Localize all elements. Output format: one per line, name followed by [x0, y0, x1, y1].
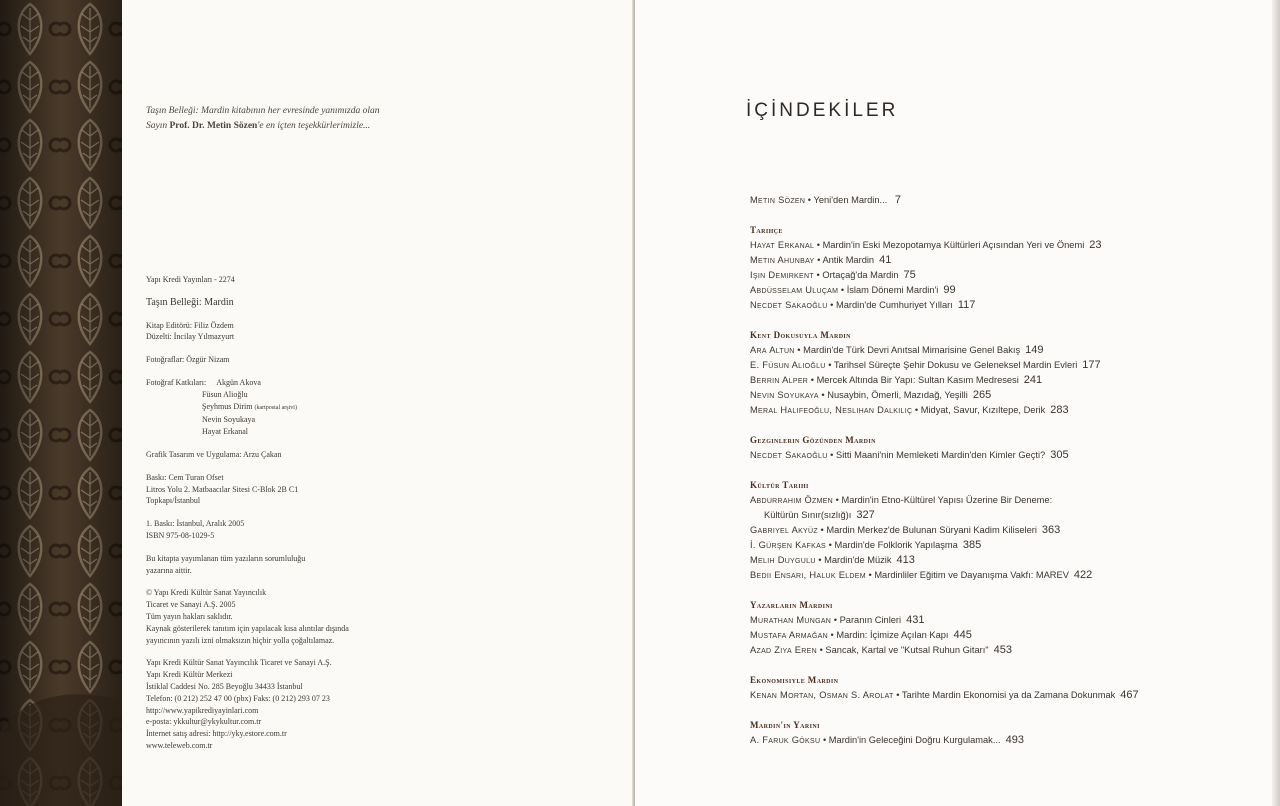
responsibility-line: Bu kitapta yayımlanan tüm yazıların sorumluluğu: [146, 553, 306, 563]
toc-page: 422: [1073, 569, 1093, 581]
toc-title: Sancak, Kartal ve "Kutsal Ruhun Gitarı": [825, 645, 989, 655]
toc-spacer: [750, 703, 1270, 718]
toc-entry-continued: [750, 508, 1270, 523]
toc-page: 305: [1050, 449, 1069, 461]
book-title: Taşın Belleği: Mardin: [146, 296, 234, 308]
toc-page: 7: [894, 194, 901, 206]
toc-author: Bedii Ensari, Haluk Eldem: [750, 570, 866, 580]
publisher-address: İstiklal Caddesi No. 285 Beyoğlu 34433 İstanbul: [146, 681, 303, 691]
toc-page: 117: [957, 299, 976, 311]
toc-entry: Murathan Mungan • Paranın Cinleri 431: [750, 614, 925, 626]
toc-entry: Melih Duygulu • Mardin'de Müzik 413: [750, 554, 915, 566]
toc-title: Yeni'den Mardin...: [813, 195, 888, 205]
toc-page: 493: [1005, 734, 1024, 746]
toc-title: Ortaçağ'da Mardin: [822, 270, 899, 280]
toc-entry: A. Faruk Göksu • Mardin'in Geleceğini Doğru Kurgulamak... 493: [750, 734, 1024, 746]
copyright-line: Kaynak gösterilerek tanıtım için yapılacak kısa alıntılar dışında: [146, 623, 349, 633]
copyright-line: © Yapı Kredi Kültür Sanat Yayıncılık: [146, 588, 267, 598]
toc-page: 241: [1023, 374, 1043, 386]
contributor-note: (kartpostal arşivi): [254, 404, 297, 411]
copyright-line: Ticaret ve Sanayi A.Ş. 2005: [146, 600, 236, 610]
toc-section-heading: Gezginlerin Gözünden Mardin: [750, 435, 876, 445]
table-of-contents: [750, 193, 1270, 748]
toc-entry: Abdurrahim Özmen • Mardin'in Etno-Kültürel Yapısı Üzerine Bir Deneme:: [750, 495, 1053, 505]
series-number: Yapı Kredi Yayınları - 2274: [146, 275, 235, 284]
toc-author: Ara Altun: [750, 345, 795, 355]
page-edge: [1272, 0, 1280, 806]
toc-page: 283: [1050, 404, 1069, 416]
thanks-line-1: Taşın Belleği: Mardin kitabının her evresinde yanımızda olan: [146, 106, 380, 116]
toc-entry: Bedii Ensari, Haluk Eldem • Mardinliler Eğitim ve Dayanışma Vakfı: MAREV 422: [750, 569, 1093, 581]
copyright-note: [146, 587, 476, 646]
toc-title: Mardin'de Folklorik Yapılaşma: [834, 540, 958, 550]
carved-stone-photo: [0, 0, 122, 806]
toc-title: Nusaybin, Ömerli, Mazıdağ, Yeşilli: [827, 390, 968, 400]
copyright-line: Tüm yayın hakları saklıdır.: [146, 611, 233, 621]
toc-page: 385: [962, 539, 982, 551]
publisher-phone: Telefon: (0 212) 252 47 00 (pbx) Faks: (0 212) 293 07 23: [146, 693, 330, 703]
publisher-line: Yapı Kredi Kültür Sanat Yayıncılık Ticaret ve Sanayi A.Ş.: [146, 658, 332, 668]
toc-entry: Berrin Alper • Mercek Altında Bir Yapı: Sultan Kasım Medresesi 241: [750, 374, 1043, 386]
toc-title: İslam Dönemi Mardin'i: [846, 285, 939, 295]
toc-author: Abdüsselam Uluçam: [750, 285, 839, 295]
toc-entry: Işın Demirkent • Ortaçağ'da Mardin 75: [750, 269, 916, 281]
toc-entry: Gabriyel Akyüz • Mardin Merkez'de Bulunan Süryani Kadim Kiliseleri 363: [750, 524, 1061, 536]
toc-entry: Necdet Sakaoğlu • Sitti Maani'nin Memleketi Mardin'den Kimler Geçti? 305: [750, 449, 1069, 461]
toc-title: Kültürün Sınır(sızlığ)ı: [764, 510, 852, 520]
toc-section-heading: Kent Dokusuyla Mardin: [750, 330, 851, 340]
toc-spacer: [750, 583, 1270, 598]
toc-page: 41: [879, 254, 892, 266]
publisher-line: Yapı Kredi Kültür Merkezi: [146, 670, 233, 680]
photo-contributions: [146, 377, 476, 438]
toc-author: Kenan Mortan, Osman S. Arolat: [750, 690, 894, 700]
printer-city: Topkapı/İstanbul: [146, 496, 201, 506]
acknowledgement: [146, 104, 380, 134]
toc-entry: E. Füsun Alioğlu • Tarihsel Süreçte Şehir Dokusu ve Geleneksel Mardin Evleri 177: [750, 359, 1101, 371]
toc-author: Azad Ziya Eren: [750, 645, 817, 655]
thanks-name: Prof. Dr. Metin Sözen: [169, 121, 258, 131]
contributor: Akgün Akova: [216, 377, 261, 387]
toc-entry: Necdet Sakaoğlu • Mardin'de Cumhuriyet Yılları 117: [750, 299, 976, 311]
toc-title: Mardin'in Geleceğini Doğru Kurgulamak...: [828, 735, 1001, 745]
toc-page: 177: [1082, 359, 1101, 371]
toc-entry: İ. Gürşen Kafkas • Mardin'de Folklorik Yapılaşma 385: [750, 539, 982, 551]
toc-title: Midyat, Savur, Kızıltepe, Derik: [920, 405, 1046, 415]
toc-page: 467: [1120, 689, 1139, 701]
toc-author: Nevin Soyukaya: [750, 390, 819, 400]
toc-title: Mardin'de Cumhuriyet Yılları: [836, 300, 953, 310]
toc-page: 265: [972, 389, 992, 401]
edition: 1. Baskı: İstanbul, Aralık 2005: [146, 519, 245, 529]
publisher-website: http://www.yapikrediyayinlari.com: [146, 705, 259, 715]
copyright-line: yayıncının yazılı izni olmaksızın hiçbir yolla çoğaltılamaz.: [146, 635, 335, 645]
toc-author: Hayat Erkanal: [750, 240, 815, 250]
toc-author: Mustafa Armağan: [750, 630, 828, 640]
toc-page: 75: [903, 269, 916, 281]
toc-spacer: [750, 208, 1270, 223]
publisher-contact: [146, 657, 476, 751]
toc-page: 327: [856, 509, 875, 521]
toc-author: A. Faruk Göksu: [750, 735, 821, 745]
toc-page: 431: [906, 614, 925, 626]
contributor: Şeyhmus Dirim: [202, 401, 253, 411]
toc-spacer: [750, 418, 1270, 433]
toc-title: Mardin: İçimize Açılan Kapı: [836, 630, 949, 640]
contributor: Nevin Soyukaya: [202, 415, 256, 425]
toc-heading: İÇİNDEKİLER: [746, 100, 899, 121]
toc-entry: Hayat Erkanal • Mardin'in Eski Mezopotamya Kültürleri Açısından Yeri ve Önemi 23: [750, 239, 1102, 251]
publisher-store: İnternet satış adresi: http://yky.estore.com.tr: [146, 729, 287, 739]
responsibility-line: yazarına aittir.: [146, 565, 192, 575]
toc-spacer: [750, 463, 1270, 478]
thanks-pre: Sayın: [146, 121, 168, 131]
toc-author: Metin Sözen: [750, 195, 806, 205]
toc-section-heading: Mardin'in Yarını: [750, 720, 820, 730]
toc-entry: Azad Ziya Eren • Sancak, Kartal ve "Kutsal Ruhun Gitarı" 453: [750, 644, 1012, 656]
toc-page: 453: [993, 644, 1012, 656]
toc-title: Mardin Merkez'de Bulunan Süryani Kadim Kiliseleri: [826, 525, 1037, 535]
colophon: [146, 274, 476, 763]
toc-author: Gabriyel Akyüz: [750, 525, 818, 535]
toc-section-heading: Kültür Tarihi: [750, 480, 809, 490]
toc-page: 99: [943, 284, 956, 296]
toc-author: Abdurrahim Özmen: [750, 495, 834, 505]
contributor: Hayat Erkanal: [202, 427, 248, 437]
publisher-email: e-posta: ykkultur@ykykultur.com.tr: [146, 717, 262, 727]
toc-page: 445: [953, 629, 972, 641]
contributor: Füsun Alioğlu: [202, 389, 248, 399]
toc-title: Mardin'in Eski Mezopotamya Kültürleri Açısından Yeri ve Önemi: [822, 240, 1085, 250]
publisher-teleweb: www.teleweb.com.tr: [146, 740, 213, 750]
toc-author: Meral Halifeoğlu, Neslihan Dalkılıç: [750, 405, 913, 415]
contributors-label: Fotoğraf Katkıları:: [146, 377, 207, 387]
printer-address: Litros Yolu 2. Matbaacılar Sitesi C-Blok 2B C1: [146, 484, 299, 494]
toc-title: Antik Mardin: [822, 255, 875, 265]
thanks-line-2: [146, 119, 380, 134]
toc-entry: Metin Sözen • Yeni'den Mardin... 7: [750, 194, 901, 206]
toc-author: Berrin Alper: [750, 375, 809, 385]
responsibility-note: [146, 553, 476, 577]
toc-author: Metin Ahunbay: [750, 255, 815, 265]
toc-title: Sitti Maani'nin Memleketi Mardin'den Kimler Geçti?: [836, 450, 1046, 460]
toc-spacer: [750, 313, 1270, 328]
toc-title: Mardinliler Eğitim ve Dayanışma Vakfı: MAREV: [874, 570, 1069, 580]
toc-spacer: [750, 658, 1270, 673]
toc-author: Necdet Sakaoğlu: [750, 450, 828, 460]
edition-info: [146, 518, 476, 542]
toc-entry: Nevin Soyukaya • Nusaybin, Ömerli, Mazıdağ, Yeşilli 265: [750, 389, 992, 401]
stone-carving-pattern: [0, 0, 122, 806]
toc-section-heading: Tarihçe: [750, 225, 783, 235]
toc-entry: Ara Altun • Mardin'de Türk Devri Anıtsal Mimarisine Genel Bakış 149: [750, 344, 1044, 356]
toc-page: 23: [1089, 239, 1102, 251]
toc-section-heading: Yazarların Mardini: [750, 600, 833, 610]
toc-page: 413: [896, 554, 915, 566]
toc-title: Tarihsel Süreçte Şehir Dokusu ve Geleneksel Mardin Evleri: [833, 360, 1078, 370]
editor-credits: [146, 320, 476, 344]
toc-entry: Abdüsselam Uluçam • İslam Dönemi Mardin'i 99: [750, 284, 956, 296]
toc-title: Tarihte Mardin Ekonomisi ya da Zamana Dokunmak: [901, 690, 1116, 700]
toc-entry: Metin Ahunbay • Antik Mardin 41: [750, 254, 892, 266]
toc-author: Melih Duygulu: [750, 555, 816, 565]
toc-page: 149: [1025, 344, 1044, 356]
toc-author: Murathan Mungan: [750, 615, 832, 625]
toc-title: Paranın Cinleri: [839, 615, 902, 625]
photographer: Fotoğraflar: Özgür Nizam: [146, 355, 230, 365]
toc-title: Mercek Altında Bir Yapı: Sultan Kasım Medresesi: [816, 375, 1019, 385]
thanks-post: 'e en içten teşekkürlerimizle...: [257, 121, 371, 131]
isbn: ISBN 975-08-1029-5: [146, 530, 215, 540]
toc-entry: Meral Halifeoğlu, Neslihan Dalkılıç • Midyat, Savur, Kızıltepe, Derik 283: [750, 404, 1069, 416]
toc-entry: Mustafa Armağan • Mardin: İçimize Açılan Kapı 445: [750, 629, 972, 641]
toc-author: E. Füsun Alioğlu: [750, 360, 826, 370]
toc-author: İ. Gürşen Kafkas: [750, 540, 827, 550]
toc-title: Mardin'de Türk Devri Anıtsal Mimarisine Genel Bakış: [803, 345, 1021, 355]
toc-title: Mardin'de Müzik: [824, 555, 892, 565]
proofreader: Düzelti: İncilay Yılmazyurt: [146, 332, 235, 342]
toc-entry: Kenan Mortan, Osman S. Arolat • Tarihte Mardin Ekonomisi ya da Zamana Dokunmak 467: [750, 689, 1139, 701]
toc-author: Necdet Sakaoğlu: [750, 300, 828, 310]
toc-author: Işın Demirkent: [750, 270, 814, 280]
toc-page: 363: [1041, 524, 1061, 536]
toc-title: Mardin'in Etno-Kültürel Yapısı Üzerine Bir Deneme:: [841, 495, 1053, 505]
editor: Kitap Editörü: Filiz Özdem: [146, 320, 234, 330]
printer: Baskı: Cem Turan Ofset: [146, 472, 224, 482]
print-info: [146, 472, 476, 507]
design-credit: Grafik Tasarım ve Uygulama: Arzu Çakan: [146, 449, 282, 459]
toc-section-heading: Ekonomisiyle Mardin: [750, 675, 839, 685]
